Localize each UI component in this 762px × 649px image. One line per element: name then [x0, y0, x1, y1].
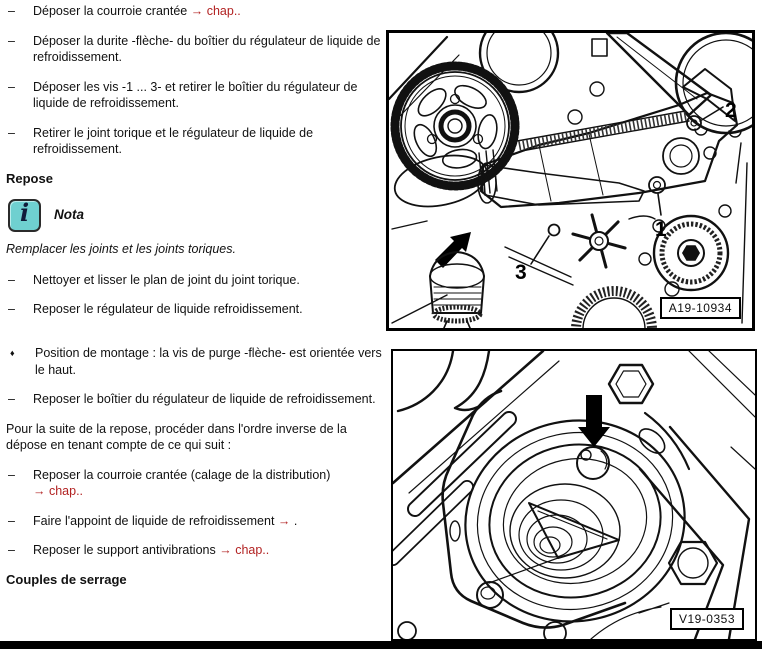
info-icon: [8, 199, 41, 232]
figure-code-label: V19-0353: [670, 608, 744, 630]
list-item-text: [33, 513, 389, 530]
item-text: Faire l'appoint de liquide de refroidissement: [33, 513, 278, 528]
depose-section: [5, 3, 389, 331]
list-item: [5, 542, 389, 559]
list-item-text: [33, 542, 389, 559]
diamond-bullet: ♦: [10, 348, 15, 358]
item-text: .: [290, 513, 298, 528]
page-footer-bar: [0, 641, 762, 649]
list-item-text: Reposer le régulateur de liquide refroidissement.: [33, 302, 303, 316]
list-item: [5, 3, 389, 20]
item-text: Déposer la courroie crantée: [33, 4, 191, 18]
dash-bullet: –: [8, 392, 15, 406]
figure-bleed-screw: [391, 349, 757, 641]
nota-row: [8, 199, 389, 231]
chapter-link[interactable]: → chap..: [219, 543, 270, 557]
engine-illustration: [389, 33, 752, 328]
section-heading-repose: Repose: [6, 170, 53, 186]
list-item-text: Déposer la durite -flèche- du boîtier du régulateur de liquide de refroidissement.: [33, 33, 381, 64]
list-item-text: Déposer les vis -1 ... 3- et retirer le boîtier du régulateur de liquide de refroidissement.: [33, 79, 358, 110]
dash-bullet: –: [8, 543, 15, 557]
item-text: Reposer la courroie crantée (calage de la distribution): [33, 467, 331, 482]
list-item-text: Retirer le joint torique et le régulateur de liquide de refroidissement.: [33, 125, 314, 156]
callout-2: 2: [725, 99, 737, 122]
list-item: [5, 391, 389, 408]
list-item: [5, 345, 389, 378]
list-item-text: Reposer le boîtier du régulateur de liquide de refroidissement.: [33, 392, 376, 406]
list-item: [5, 467, 389, 500]
callout-3: 3: [515, 261, 527, 284]
dash-bullet: –: [8, 125, 15, 140]
chapter-link[interactable]: →: [277, 513, 291, 528]
nota-label: Nota: [54, 206, 84, 222]
list-item: [5, 79, 389, 112]
callout-1: 1: [655, 218, 667, 241]
chapter-link[interactable]: → chap..: [190, 4, 241, 18]
list-item-text: Position de montage : la vis de purge -flèche- est orientée vers le haut.: [35, 346, 382, 377]
repose-section-continued: [5, 345, 389, 588]
list-item-text: Nettoyer et lisser le plan de joint du joint torique.: [33, 272, 300, 287]
list-item: [5, 272, 389, 289]
paragraph: Pour la suite de la repose, procéder dans l'ordre inverse de la dépose en tenant compte de ce qui suit :: [6, 421, 347, 452]
list-item: [5, 125, 389, 158]
figure-code-label: A19-10934: [660, 297, 741, 319]
dash-bullet: –: [8, 79, 15, 94]
dash-bullet: –: [8, 272, 15, 287]
dash-bullet: –: [8, 4, 15, 18]
figure-regulator-housing: [386, 30, 755, 331]
dash-bullet: –: [8, 302, 15, 316]
dash-bullet: –: [8, 513, 15, 528]
dash-bullet: –: [8, 467, 15, 482]
list-item: [5, 301, 389, 318]
chapter-link[interactable]: → chap..: [33, 484, 84, 498]
list-item-text: [33, 467, 389, 500]
dash-bullet: –: [8, 33, 15, 48]
list-item: [5, 33, 389, 66]
engine-illustration: [393, 351, 755, 639]
list-item-text: [33, 3, 389, 20]
section-heading-torque: Couples de serrage: [6, 571, 127, 587]
info-icon-glyph: i: [19, 198, 30, 227]
item-text: Reposer le support antivibrations: [33, 543, 220, 557]
list-item: [5, 513, 389, 530]
nota-text: Remplacer les joints et les joints toriques.: [6, 242, 236, 256]
